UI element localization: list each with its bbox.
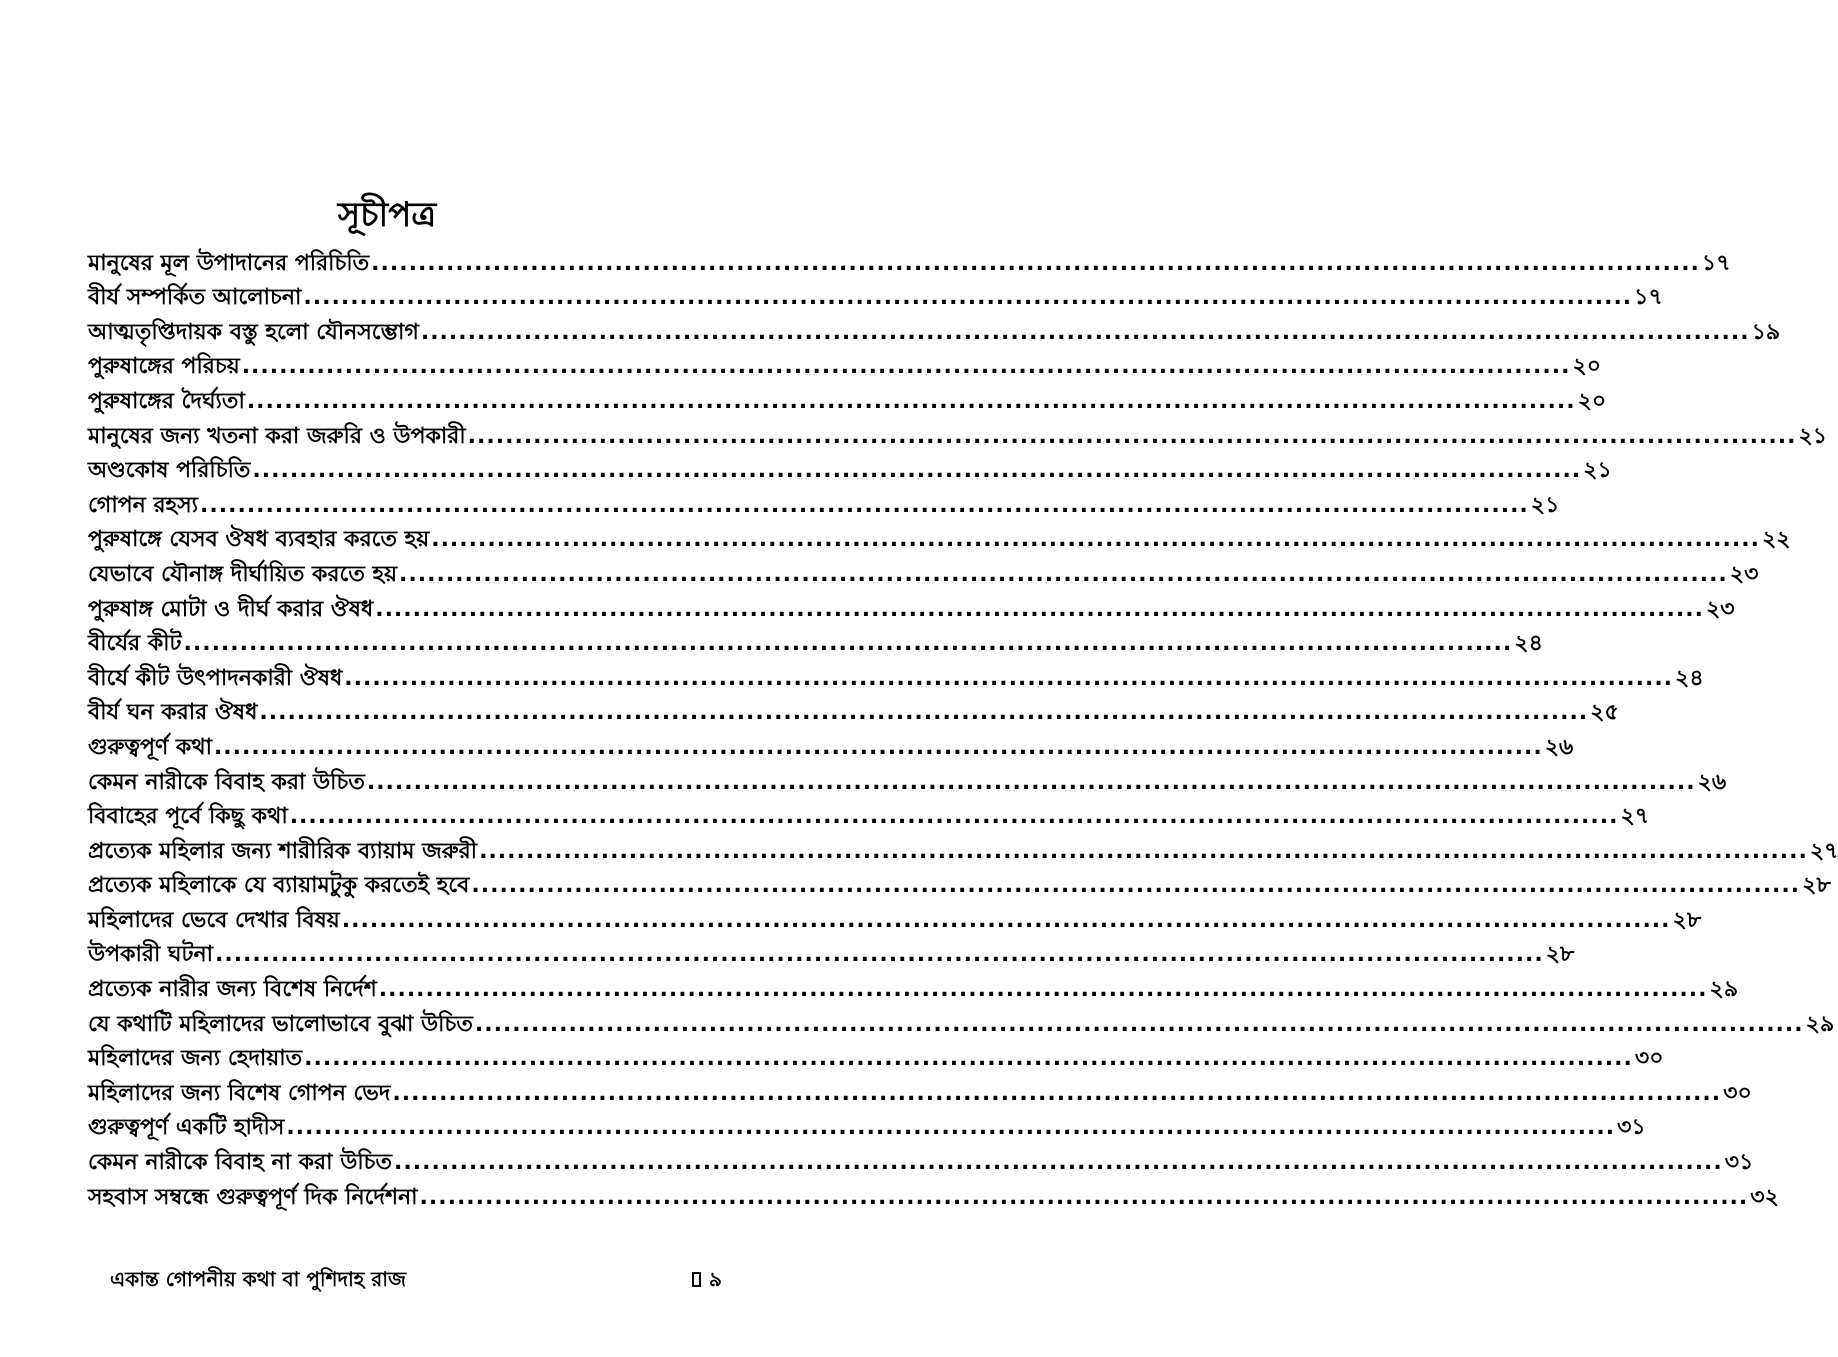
toc-entry-page: ২০: [1577, 388, 1607, 414]
toc-entry: [88, 625, 1543, 660]
toc-dot-leader: ..............................................................................................................................................: [378, 977, 1708, 1003]
toc-entry-title: উপকারী ঘটনা: [88, 942, 213, 968]
toc-dot-leader: ..............................................................................................................................................: [341, 907, 1671, 933]
toc-entry-page: ১৭: [1634, 285, 1663, 311]
toc-dot-leader: ..............................................................................................................................................: [289, 804, 1619, 830]
toc-entry-page: ২১: [1583, 458, 1612, 484]
footer-page-indicator: [692, 1262, 722, 1296]
toc-entry-page: ২৯: [1805, 1011, 1835, 1037]
toc-dot-leader: ..............................................................................................................................................: [420, 319, 1750, 345]
toc-entry-page: ২২: [1761, 527, 1791, 553]
toc-dot-leader: ..............................................................................................................................................: [474, 1011, 1804, 1037]
toc-dot-leader: ..............................................................................................................................................: [431, 527, 1760, 553]
toc-dot-leader: ..............................................................................................................................................: [213, 734, 1543, 760]
toc-dot-leader: ..............................................................................................................................................: [366, 769, 1696, 795]
toc-entry-title: যে কথাটি মহিলাদের ভালোভাবে বুঝা উচিত: [88, 1011, 473, 1037]
page-title: সূচীপত্র: [337, 195, 437, 235]
toc-entry-page: ২৫: [1590, 700, 1619, 726]
toc-entry-page: ৩০: [1723, 1080, 1752, 1106]
toc-entry: [88, 1074, 1752, 1109]
toc-dot-leader: ..............................................................................................................................................: [304, 1046, 1633, 1072]
toc-entry-title: অণ্ডকোষ পরিচিতি: [88, 458, 251, 484]
toc-entry-page: ১৯: [1751, 319, 1781, 345]
toc-entry-title: আত্মতৃপ্তিদায়ক বস্তু হলো যৌনসম্ভোগ: [88, 319, 419, 345]
toc-entry-page: ২৪: [1514, 631, 1543, 657]
toc-entry-page: ২৭: [1620, 804, 1650, 830]
toc-entry: [88, 486, 1560, 521]
toc-entry-title: প্রত্যেক মহিলার জন্য শারীরিক ব্যায়াম জরুরী: [88, 838, 478, 864]
toc-entry-title: কেমন নারীকে বিবাহ করা উচিত: [88, 769, 365, 795]
toc-entry-page: ২৬: [1697, 769, 1727, 795]
toc-entry-page: ২১: [1798, 423, 1828, 449]
toc-entry-page: ৩০: [1634, 1046, 1664, 1072]
toc-dot-leader: ..............................................................................................................................................: [344, 665, 1674, 691]
toc-entry-page: ২৩: [1705, 596, 1735, 622]
page-footer: [0, 1262, 774, 1296]
toc-entry-page: ২০: [1572, 354, 1602, 380]
toc-entry: [88, 1109, 1646, 1144]
toc-entry-page: ৩১: [1617, 1115, 1646, 1141]
toc-dot-leader: ..............................................................................................................................................: [259, 700, 1589, 726]
toc-entry-page: ৩২: [1750, 1184, 1779, 1210]
toc-dot-leader: ..............................................................................................................................................: [392, 1080, 1722, 1106]
toc-dot-leader: ..............................................................................................................................................: [286, 1115, 1616, 1141]
toc-entry: [88, 832, 1838, 867]
toc-entry: [88, 728, 1574, 763]
toc-dot-leader: ..............................................................................................................................................: [241, 354, 1571, 380]
toc-entry-page: ২৮: [1545, 942, 1575, 968]
toc-entry-page: ২৯: [1709, 977, 1739, 1003]
toc-dot-leader: ..............................................................................................................................................: [252, 458, 1582, 484]
toc-entry: [88, 452, 1612, 487]
toc-entry-title: গোপন রহস্য: [88, 492, 199, 518]
toc-entry-title: সহবাস সম্বন্ধে গুরুত্বপূর্ণ দিক নির্দেশনা: [88, 1184, 418, 1210]
toc-entry-page: ২১: [1530, 492, 1560, 518]
toc-entry-title: বীর্য ঘন করার ঔষধ: [88, 700, 258, 726]
toc-entry: [88, 1040, 1664, 1075]
toc-entry-page: ২৪: [1675, 665, 1704, 691]
toc-entry-title: মানুষের জন্য খতনা করা জরুরি ও উপকারী: [88, 423, 466, 449]
toc-entry: [88, 417, 1828, 452]
toc-entry-title: পুরুষাঙ্গে যেসব ঔষধ ব্যবহার করতে হয়: [88, 527, 430, 553]
toc-entry-title: প্রত্যেক নারীর জন্য বিশেষ নির্দেশ: [88, 977, 377, 1003]
toc-entry: [88, 867, 1831, 902]
toc-dot-leader: ..............................................................................................................................................: [303, 285, 1633, 311]
toc-entry-title: বিবাহের পূর্বে কিছু কথা: [88, 804, 288, 830]
toc-entry: [88, 936, 1575, 971]
toc-entry-page: ২৮: [1672, 907, 1702, 933]
toc-entry: [88, 1005, 1835, 1040]
toc-entry: [88, 901, 1702, 936]
toc-entry: [88, 798, 1650, 833]
toc-entry-page: ১৭: [1701, 250, 1731, 276]
toc-entry-title: যেভাবে যৌনাঙ্গ দীর্ঘায়িত করতে হয়: [88, 561, 398, 587]
toc-entry: [88, 382, 1607, 417]
toc-entry-page: ২৩: [1729, 561, 1759, 587]
toc-entry-title: পুরুষাঙ্গের পরিচয়: [88, 354, 240, 380]
toc-entry-page: ২৭: [1809, 838, 1838, 864]
toc-dot-leader: ..............................................................................................................................................: [471, 873, 1801, 899]
toc-entry-title: বীর্যের কীট: [88, 631, 182, 657]
footer-book-title: একান্ত গোপনীয় কথা বা পুশিদাহ রাজ: [110, 1267, 406, 1291]
toc-dot-leader: ..............................................................................................................................................: [375, 596, 1704, 622]
toc-dot-leader: ..............................................................................................................................................: [479, 838, 1808, 864]
toc-entry-title: মহিলাদের জন্য হেদায়াত: [88, 1046, 303, 1072]
toc-dot-leader: ..............................................................................................................................................: [467, 423, 1797, 449]
toc-entry-title: গুরুত্বপূর্ণ একটি হাদীস: [88, 1115, 285, 1141]
toc-entry-title: বীর্যে কীট উৎপাদনকারী ঔষধ: [88, 665, 343, 691]
toc-entry-title: মানুষের মূল উপাদানের পরিচিতি: [88, 250, 370, 276]
toc-entry-title: প্রত্যেক মহিলাকে যে ব্যায়ামটুকু করতেই হবে: [88, 873, 470, 899]
toc-entry-title: বীর্য সম্পর্কিত আলোচনা: [88, 285, 302, 311]
toc-entry: [88, 659, 1704, 694]
toc-entry: [88, 313, 1781, 348]
toc-entry: [88, 348, 1602, 383]
toc-entry-title: পুরুষাঙ্গের দৈর্ঘ্যতা: [88, 388, 245, 414]
toc-entry: [88, 1178, 1779, 1213]
toc-entry-title: মহিলাদের জন্য বিশেষ গোপন ভেদ: [88, 1080, 391, 1106]
toc-dot-leader: ..............................................................................................................................................: [419, 1184, 1749, 1210]
toc-entry: [88, 970, 1739, 1005]
toc-entry: [88, 244, 1731, 279]
toc-entry: [88, 1143, 1754, 1178]
toc-entry: [88, 279, 1663, 314]
toc-entry: [88, 521, 1791, 556]
toc-entry-page: ৩১: [1724, 1150, 1754, 1176]
footer-page-number: ৯: [709, 1267, 722, 1291]
toc-dot-leader: ..............................................................................................................................................: [399, 561, 1728, 587]
toc-entry-title: মহিলাদের ভেবে দেখার বিষয়: [88, 907, 340, 933]
toc-dot-leader: ..............................................................................................................................................: [183, 631, 1513, 657]
toc-entry-page: ২৬: [1544, 734, 1574, 760]
toc-dot-leader: ..............................................................................................................................................: [371, 250, 1700, 276]
toc-entry-title: কেমন নারীকে বিবাহ না করা উচিত: [88, 1150, 393, 1176]
table-of-contents: [88, 244, 1838, 1213]
toc-dot-leader: ..............................................................................................................................................: [246, 388, 1576, 414]
toc-entry-title: গুরুত্বপূর্ণ কথা: [88, 734, 212, 760]
toc-entry: [88, 694, 1619, 729]
toc-entry: [88, 555, 1759, 590]
toc-dot-leader: ..............................................................................................................................................: [200, 492, 1529, 518]
box-icon: [692, 1272, 701, 1287]
toc-entry-page: ২৮: [1802, 873, 1831, 899]
toc-dot-leader: ..............................................................................................................................................: [214, 942, 1544, 968]
toc-dot-leader: ..............................................................................................................................................: [394, 1150, 1723, 1176]
toc-entry: [88, 590, 1735, 625]
toc-entry-title: পুরুষাঙ্গ মোটা ও দীর্ঘ করার ঔষধ: [88, 596, 374, 622]
toc-entry: [88, 763, 1727, 798]
